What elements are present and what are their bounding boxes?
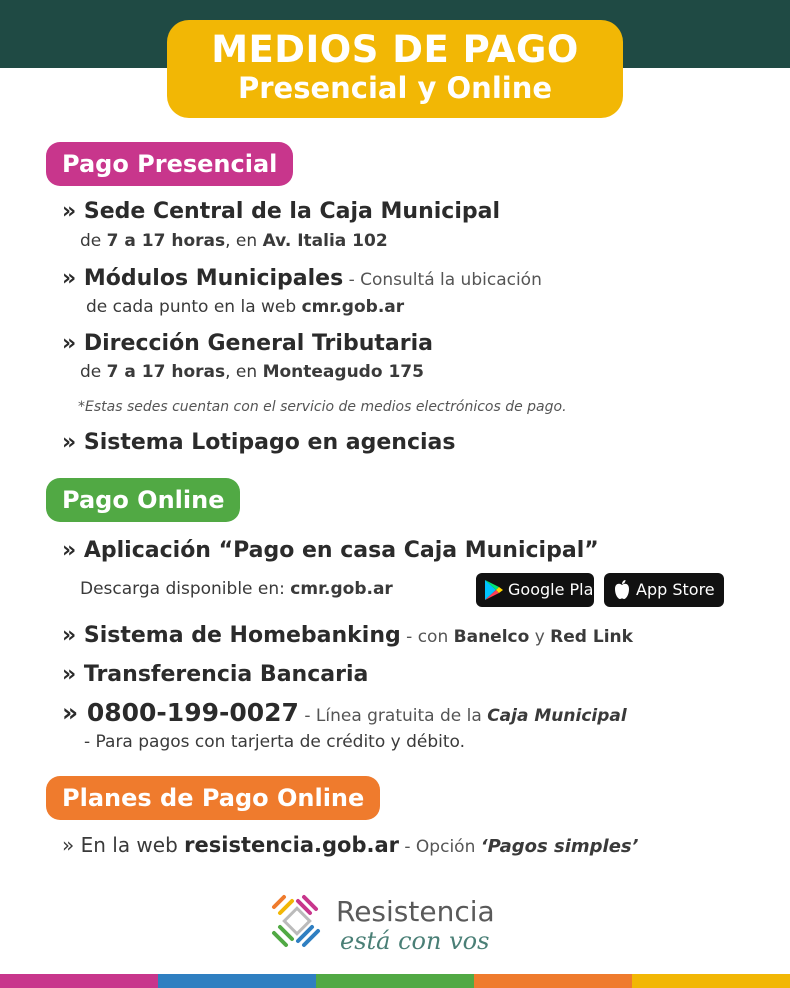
item-telefono-detail: - Para pagos con tarjerta de crédito y débito. [84, 732, 466, 752]
item-direccion: » Dirección General Tributaria [62, 331, 433, 356]
item-direccion-detail: de 7 a 17 horas, en Monteagudo 175 [80, 362, 424, 382]
color-bar-segment [632, 974, 790, 988]
logo-wordmark: Resistencia [336, 895, 495, 928]
item-modulos: » Módulos Municipales - Consultá la ubicación [62, 266, 542, 291]
google-play-icon [484, 579, 504, 601]
download-text: Descarga disponible en: cmr.gob.ar [80, 579, 393, 599]
item-aplicacion: » Aplicación “Pago en casa Caja Municipal” [62, 538, 599, 563]
item-telefono: » 0800-199-0027 - Línea gratuita de la Caja Municipal [62, 698, 627, 727]
section-label-planes: Planes de Pago Online [46, 776, 380, 820]
color-bar [0, 974, 790, 988]
item-sede-central: » Sede Central de la Caja Municipal [62, 199, 500, 224]
section-label-presencial: Pago Presencial [46, 142, 293, 186]
resistencia-logo [270, 893, 530, 959]
item-lotipago: » Sistema Lotipago en agencias [62, 430, 456, 455]
item-sede-central-detail: de 7 a 17 horas, en Av. Italia 102 [80, 231, 388, 251]
item-modulos-detail: de cada punto en la web cmr.gob.ar [86, 297, 405, 317]
color-bar-segment [0, 974, 158, 988]
footnote: *Estas sedes cuentan con el servicio de medios electrónicos de pago. [78, 399, 567, 415]
logo-tagline: está con vos [340, 927, 490, 955]
item-homebanking: » Sistema de Homebanking - con Banelco y Red Link [62, 623, 633, 648]
page-title: MEDIOS DE PAGO [211, 28, 579, 71]
item-transferencia: » Transferencia Bancaria [62, 662, 369, 687]
section-label-online: Pago Online [46, 478, 240, 522]
color-bar-segment [316, 974, 474, 988]
color-bar-segment [474, 974, 632, 988]
page-subtitle: Presencial y Online [237, 71, 553, 105]
resistencia-emblem-icon [270, 893, 328, 951]
item-planes-web: » En la web resistencia.gob.ar - Opción ‘Pagos simples’ [62, 833, 639, 857]
app-store-badge[interactable]: App Store [604, 573, 724, 607]
google-play-badge[interactable]: Google Play [476, 573, 594, 607]
title-banner [167, 20, 623, 118]
color-bar-segment [158, 974, 316, 988]
apple-icon [612, 579, 632, 601]
